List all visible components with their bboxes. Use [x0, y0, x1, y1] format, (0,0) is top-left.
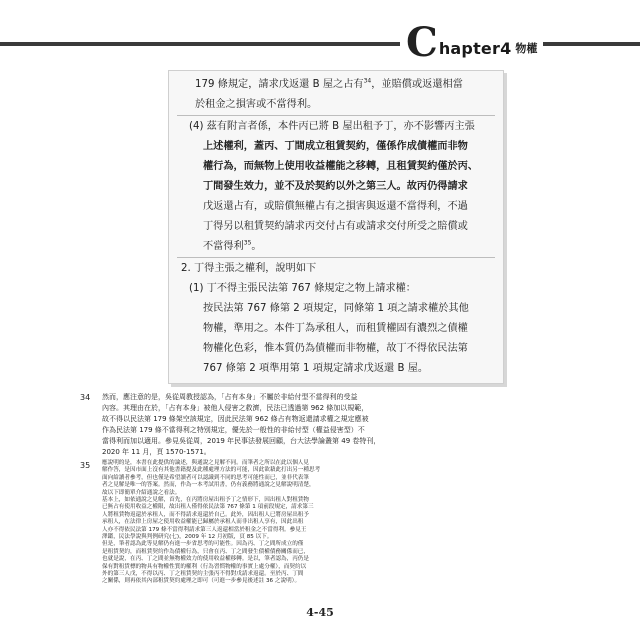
footnote-34-line: 當得利而加以適用。參見吳從周，2019 年民事法發展回顧，台大法學論叢第 49 卷特刊， [102, 437, 381, 445]
answer-box [168, 70, 504, 384]
footnote-number-35: 35 [80, 461, 91, 470]
footnote-35-line: 人亦不得依民法第 179 條不當得利請求第三人返還相當於租金之不當得利。參見王 [102, 526, 307, 533]
footnote-35-line: 承租人，在法律上房屋之使用收益權能已歸屬於承租人而非出租人享有，因此出租 [102, 519, 304, 526]
box-line-12: 物權，準用之。本件丁為承租人，而租賃權固有濃烈之債權 [203, 323, 468, 334]
page-number: 4-45 [306, 606, 334, 619]
box-line-7: 丁得另以租賃契約請求丙交付占有或請求交付所受之賠償或 [203, 221, 468, 232]
footnote-number-34: 34 [80, 393, 91, 402]
box-line-4: 權行為，而無物上使用收益權能之移轉，且租賃契約僅於丙、 [203, 161, 479, 172]
footnote-34-line: 故不得以民法第 179 條架空該規定，因此民法第 962 條占有物返還請求權之規定應被 [102, 415, 369, 423]
footnote-35-line: 澤鑑，民法學說與判例研究(七)，2009 年 12 月初版，頁 85 以下。 [102, 534, 273, 540]
box-line-13: 物權化色彩，惟本質仍為債權而非物權，故丁不得依民法第 [203, 343, 468, 354]
footnote-34-line: 作為民法第 179 條不當得利之特別規定，優先於一般性的非給付型（權益侵害型）不 [102, 426, 365, 434]
footnote-35-line: 故以下即簡單介紹通說之看法。 [102, 489, 181, 496]
box-line-0-tail: ，並賠償或返還相當 [371, 79, 463, 90]
footnote-35-line: 解作答，是因市面上沒有其他書籍提及此種處理方法的可能，因此欲藉此打出另一種思考 [102, 467, 321, 474]
box-line-2: (4) 茲有附言者係，本件丙已將 B 屋出租予丁，亦不影響丙主張 [189, 121, 475, 132]
footnote-35-line: 之關係，則再依其內部租賃契約處理之即可（可進一步參見後述註 36 之說明）。 [102, 578, 301, 585]
box-line-1: 於租金之損害或不當得利。 [195, 99, 318, 110]
box-line-5: 丁間發生效力，並不及於契約以外之第三人。故丙仍得請求 [203, 181, 468, 192]
footnote-34-line: 2020 年 11 月，頁 1570-1571。 [102, 448, 211, 456]
box-line-0-text: 179 條規定，請求戊返還 B 屋之占有 [195, 79, 364, 90]
footnote-ref-34[interactable]: 34 [363, 77, 372, 85]
footnote-35-line: 人將租賃物返還於承租人，而不得請求返還於自己。此外，因出租人已將房屋出租予 [102, 511, 309, 518]
chapter-word: hapter4 [438, 39, 512, 58]
box-line-3: 上述權利，蓋丙、丁間成立租賃契約，僅係作成債權而非物 [203, 141, 468, 152]
box-line-0 [195, 75, 463, 95]
box-line-8-text: 不當得利 [203, 241, 244, 252]
footnote-35-line: 基本上，如依通說之見解，首先，在丙將房屋出租予丁之情形下，因出租人對租賃物 [102, 497, 309, 503]
box-divider-2 [177, 257, 495, 258]
footnote-35-line: 保有對租賃標的物具有物權性質的權利（行為習慣物權的事實上處分權），而契約以 [102, 563, 307, 570]
chapter-header [0, 19, 640, 66]
footnote-35-line: 但是，筆者認為此等見解仍有進一步省思考的可能性。因為丙、丁之間所成立的僅 [102, 541, 304, 548]
box-line-14: 767 條第 2 項準用第 1 項規定請求戊返還 B 屋。 [203, 363, 429, 374]
chapter-label [400, 19, 543, 66]
box-line-8 [203, 237, 262, 257]
box-line-8-tail: 。 [251, 241, 262, 252]
box-line-9: 2. 丁得主張之權利，說明如下 [181, 263, 317, 274]
footnote-35-line: 也就是說，在丙、丁之間並無物權效力的使用收益權移轉。是以，筆者認為，丙仍是 [102, 556, 309, 563]
footnote-35-line: 外的第三人戊，不得以丙、丁之租賃契約主張丙不得對戊請求返還。至於丙、丁間 [102, 571, 304, 577]
box-line-11: 按民法第 767 條第 2 項規定，同條第 1 項之請求權於其他 [203, 303, 469, 314]
header-rule [0, 42, 640, 46]
footnote-35-line: 是租賃契約，而租賃契約作為債權行為，只會在丙、丁之間發生債權債務關係而已， [102, 548, 309, 555]
box-line-6: 戊返還占有，或賠償無權占有之損害與返還不當得利，不過 [203, 201, 468, 212]
box-line-10: (1) 丁不得主張民法第 767 條規定之物上請求權： [189, 283, 416, 294]
footnote-35-line: 者之見解是唯一的答案。然而，作為一本考試用書，仍有義務將通說之見解說明清楚， [102, 482, 315, 489]
footnote-35-line: 已無占有使用收益之權限，故出租人僅得依民法第 767 條第 1 項前段規定，請求第三 [102, 504, 314, 511]
footnote-34-line: 然而，應注意的是，吳從周教授認為，「占有本身」不屬於非給付型不當得利的受益 [102, 393, 358, 401]
chapter-initial: C [406, 19, 438, 66]
footnote-35-line: 面向給讀者參考，但也僅是希望讀者可以認識到不同的思考可能性而已，並非代表筆 [102, 474, 309, 481]
footnote-34-line: 內容。其理由在於，「占有本身」被他人侵害之救濟，民法已透過第 962 條加以規範， [102, 404, 369, 412]
footnote-ref-35[interactable]: 35 [243, 239, 252, 247]
footnote-35-line: 應說明的是，本書在此提供的論述，與通說之見解不同。而筆者之所以在此以個人見 [102, 460, 309, 466]
box-divider [177, 115, 495, 116]
chapter-title: 物權 [515, 42, 538, 55]
